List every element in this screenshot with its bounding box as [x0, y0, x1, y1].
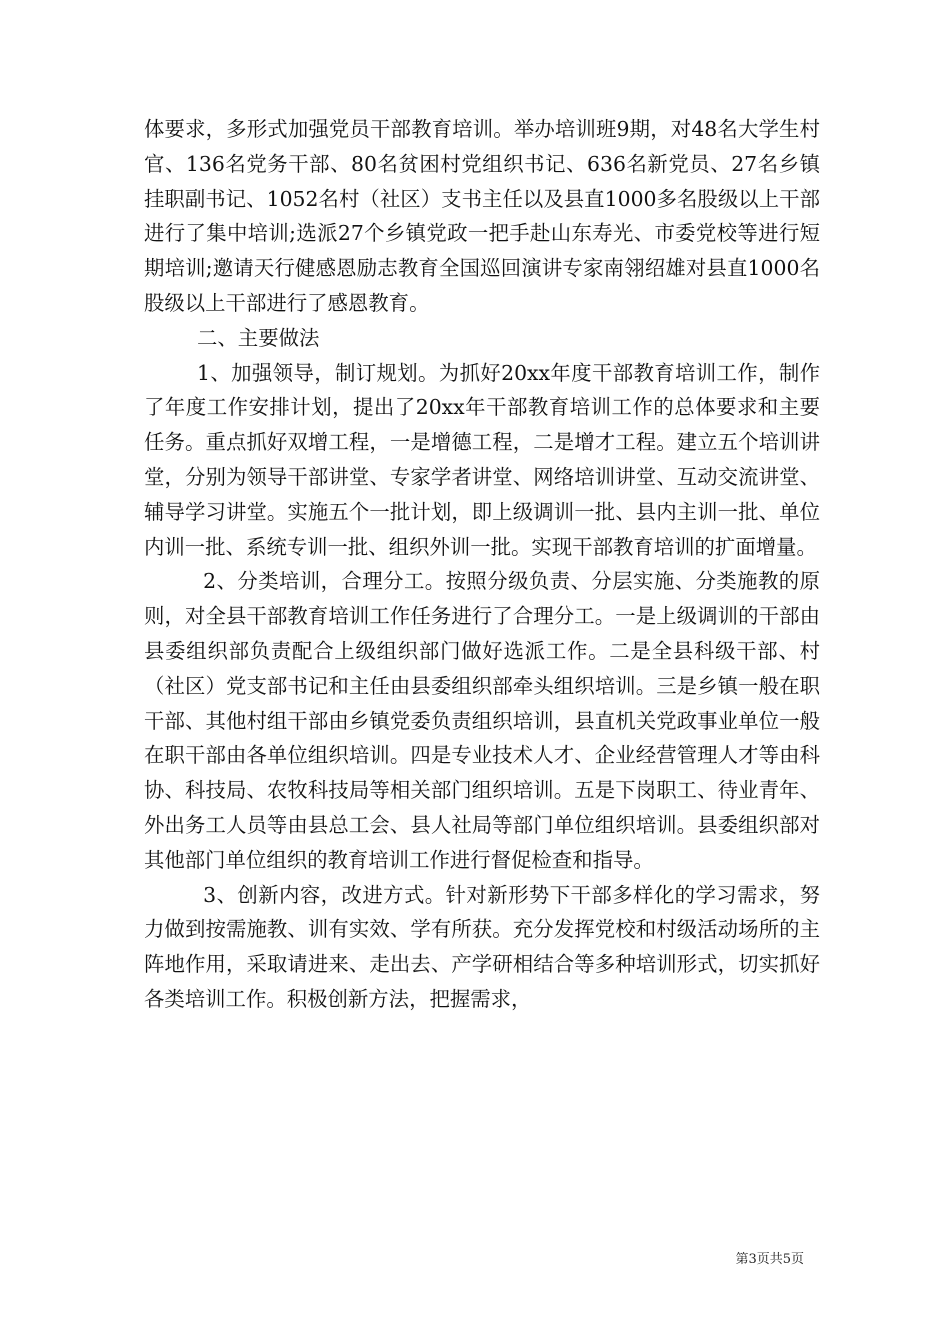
page-number-footer: 第3页共5页: [735, 1252, 804, 1267]
section-heading-main-practices: 二、主要做法: [197, 325, 320, 350]
paragraph-summary-continued: 体要求，多形式加强党员干部教育培训。举办培训班9期，对48名大学生村官、136名党务干部、80名贫困村党组织书记、636名新党员、27名乡镇挂职副书记、1052名村（社区）支书主任以及县直1000多名股级以上干部进行了集中培训;选派27个乡镇党政一把手赴山东寿光、市委党校等进行短期培训;邀请天行健感恩励志教育全国巡回演讲专家南翎绍雄对县直1000名股级以上干部进行了感恩教育。: [144, 117, 820, 315]
paragraph-leadership-planning: 1、加强领导，制订规划。为抓好20xx年度干部教育培训工作，制作了年度工作安排计划，提出了20xx年干部教育培训工作的总体要求和主要任务。重点抓好双增工程，一是增德工程，二是增才工程。建立五个培训讲堂，分别为领导干部讲堂、专家学者讲堂、网络培训讲堂、互动交流讲堂、辅导学习讲堂。实施五个一批计划，即上级调训一批、县内主训一批、单位内训一批、系统专训一批、组织外训一批。实现干部教育培训的扩面增量。: [144, 360, 820, 559]
document-body: [144, 112, 820, 1017]
paragraph-categorized-training: 2、分类培训，合理分工。按照分级负责、分层实施、分类施教的原则，对全县干部教育培训工作任务进行了合理分工。一是上级调训的干部由县委组织部负责配合上级组织部门做好选派工作。二是全县科级干部、村（社区）党支部书记和主任由县委组织部牵头组织培训。三是乡镇一般在职干部、其他村组干部由乡镇党委负责组织培训，县直机关党政事业单位一般在职干部由各单位组织培训。四是专业技术人才、企业经营管理人才等由科协、科技局、农牧科技局等相关部门组织培训。五是下岗职工、待业青年、外出务工人员等由县总工会、县人社局等部门单位组织培训。县委组织部对其他部门单位组织的教育培训工作进行督促检查和指导。: [144, 569, 820, 872]
paragraph-innovation-methods: 3、创新内容，改进方式。针对新形势下干部多样化的学习需求，努力做到按需施教、训有实效、学有所获。充分发挥党校和村级活动场所的主阵地作用，采取请进来、走出去、产学研相结合等多种培训形式，切实抓好各类培训工作。积极创新方法，把握需求，: [144, 882, 820, 1011]
